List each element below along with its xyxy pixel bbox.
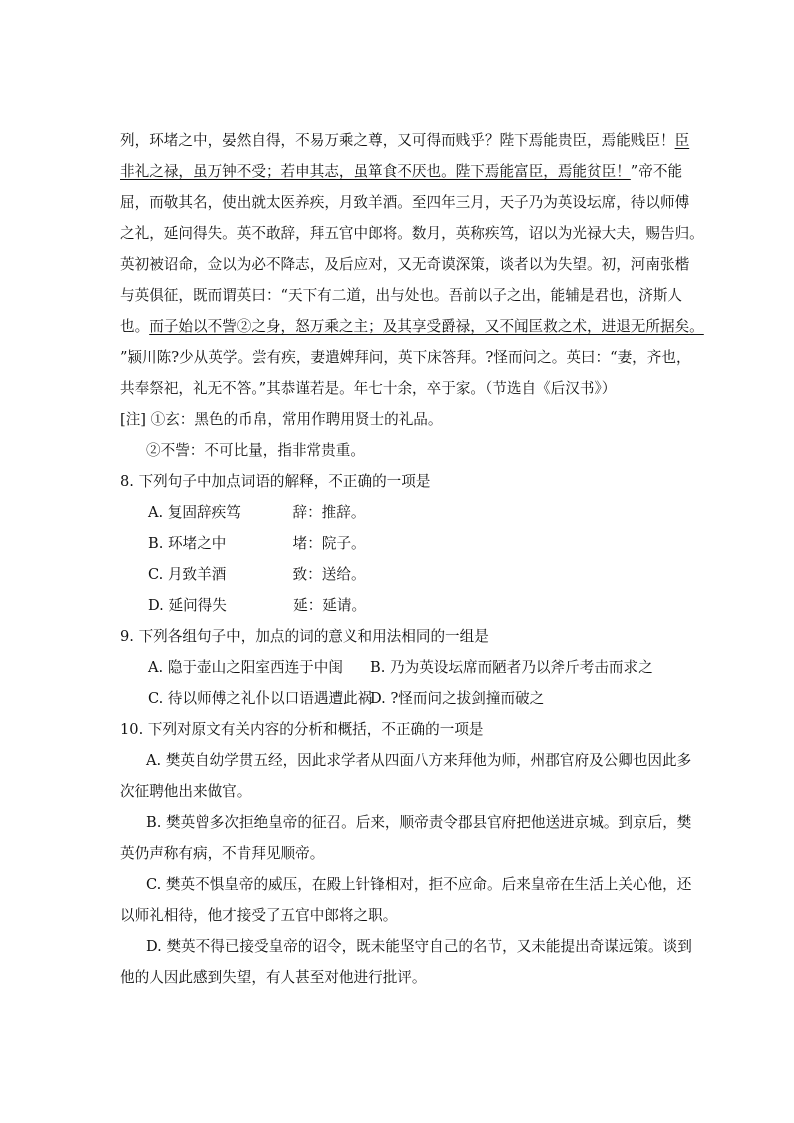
- question-8-option-a: [148, 503, 365, 523]
- question-10-option-c-line-2: 以师礼相待，他才接受了五官中郎将之职。: [120, 907, 398, 924]
- passage-line-3: 屈，而敬其名，使出就太医养疾，月致羊酒。至四年三月，天子乃为英设坛席，待以师傅: [120, 194, 690, 211]
- question-9-row-ab: [148, 658, 653, 678]
- option-gloss: 辞：推辞。: [292, 504, 366, 521]
- option-term: 复固辞疾笃: [167, 504, 241, 521]
- question-10-option-a-line-2: 次征聘他出来做官。: [120, 783, 252, 800]
- passage-line-1: [120, 131, 690, 151]
- passage-line-4: 之礼，延问得失。英不敢辞，拜五官中郎将。数月，英称疾笃，诏以为光禄大夫，赐告归。: [120, 225, 704, 242]
- question-8-stem: 8. 下列句子中加点词语的解释，不正确的一项是: [120, 473, 431, 490]
- note-1: [注] ①玄：黑色的币帛，常用作聘用贤士的礼品。: [120, 411, 443, 428]
- passage-line-6: 与英俱征，既而谓英曰：“天下有二道，出与处也。吾前以子之出，能辅是君也，济斯人: [120, 287, 683, 304]
- option-gloss: 延：延请。: [293, 597, 367, 614]
- passage-text: 列，环堵之中，晏然自得，不易万乘之尊，又可得而贱乎？陛下焉能贵臣，焉能贱臣！: [120, 132, 675, 149]
- passage-line-9: 共奉祭祀，礼无不答。”其恭谨若是。年七十余，卒于家。（节选自《后汉书》）: [120, 380, 617, 397]
- passage-line-7: [120, 317, 704, 337]
- option-label: C.: [148, 566, 164, 583]
- passage-line-2: [120, 162, 683, 182]
- question-10-option-d-line-2: 他的人因此感到失望，有人甚至对他进行批评。: [120, 969, 427, 986]
- question-10-option-c-line-1: C. 樊英不惧皇帝的威压，在殿上针锋相对，拒不应命。后来皇帝在生活上关心他，还: [146, 876, 692, 893]
- question-9-stem: 9. 下列各组句子中，加点的词的意义和用法相同的一组是: [120, 628, 489, 645]
- underlined-text: 非礼之禄，虽万钟不受；若申其志，虽箪食不厌也。陛下焉能富臣，焉能贫臣！: [120, 163, 631, 180]
- passage-line-5: 英初被诏命，佥以为必不降志，及后应对，又无奇谟深策，谈者以为失望。初，河南张楷: [120, 256, 690, 273]
- underlined-text: 臣: [674, 132, 690, 149]
- question-9-option-c: C. 待以师傅之礼仆以口语遇遭此祸: [148, 690, 373, 707]
- option-gloss: 致：送给。: [292, 566, 366, 583]
- question-9-option-d: D. ?怪而问之拔剑撞而破之: [370, 690, 545, 707]
- underlined-text: 而子始以不訾②之身，怒万乘之主；及其享受爵禄，又不闻匡救之术，进退无所据矣。: [149, 318, 704, 335]
- question-8-option-d: [148, 596, 366, 616]
- question-10-option-d-line-1: D. 樊英不得已接受皇帝的诏令，既未能坚守自己的名节，又未能提出奇谋远策。谈到: [146, 938, 692, 955]
- question-10-stem: 10. 下列对原文有关内容的分析和概括，不正确的一项是: [120, 721, 484, 738]
- option-term: 月致羊酒: [167, 566, 227, 583]
- option-label: A.: [148, 504, 164, 521]
- option-gloss: 堵：院子。: [292, 535, 366, 552]
- question-9-row-cd: [148, 689, 545, 709]
- option-label: B.: [148, 535, 164, 552]
- question-8-option-b: [148, 534, 366, 554]
- passage-line-8: ”颍川陈?少从英学。尝有疾，妻遣婢拜问，英下床答拜。?怪而问之。英曰：“妻，齐也，: [120, 349, 691, 366]
- option-term: 延问得失: [168, 597, 227, 614]
- question-9-option-a: A. 隐于壶山之阳室西连于中闺: [148, 659, 343, 676]
- question-9-option-b: B. 乃为英设坛席而陋者乃以斧斤考击而求之: [370, 659, 653, 676]
- passage-text: ”帝不能: [630, 163, 683, 180]
- question-10-option-b-line-1: B. 樊英曾多次拒绝皇帝的征召。后来，顺帝责令郡县官府把他送进京城。到京后，樊: [146, 814, 692, 831]
- question-10-option-a-line-1: A. 樊英自幼学贯五经，因此求学者从四面八方来拜他为师，州郡官府及公卿也因此多: [146, 752, 692, 769]
- note-2: ②不訾：不可比量，指非常贵重。: [146, 442, 365, 459]
- option-term: 环堵之中: [168, 535, 227, 552]
- question-10-option-b-line-2: 英仍声称有病，不肯拜见顺帝。: [120, 845, 325, 862]
- passage-text: 也。: [120, 318, 150, 335]
- question-8-option-c: [148, 565, 366, 585]
- option-label: D.: [148, 597, 164, 614]
